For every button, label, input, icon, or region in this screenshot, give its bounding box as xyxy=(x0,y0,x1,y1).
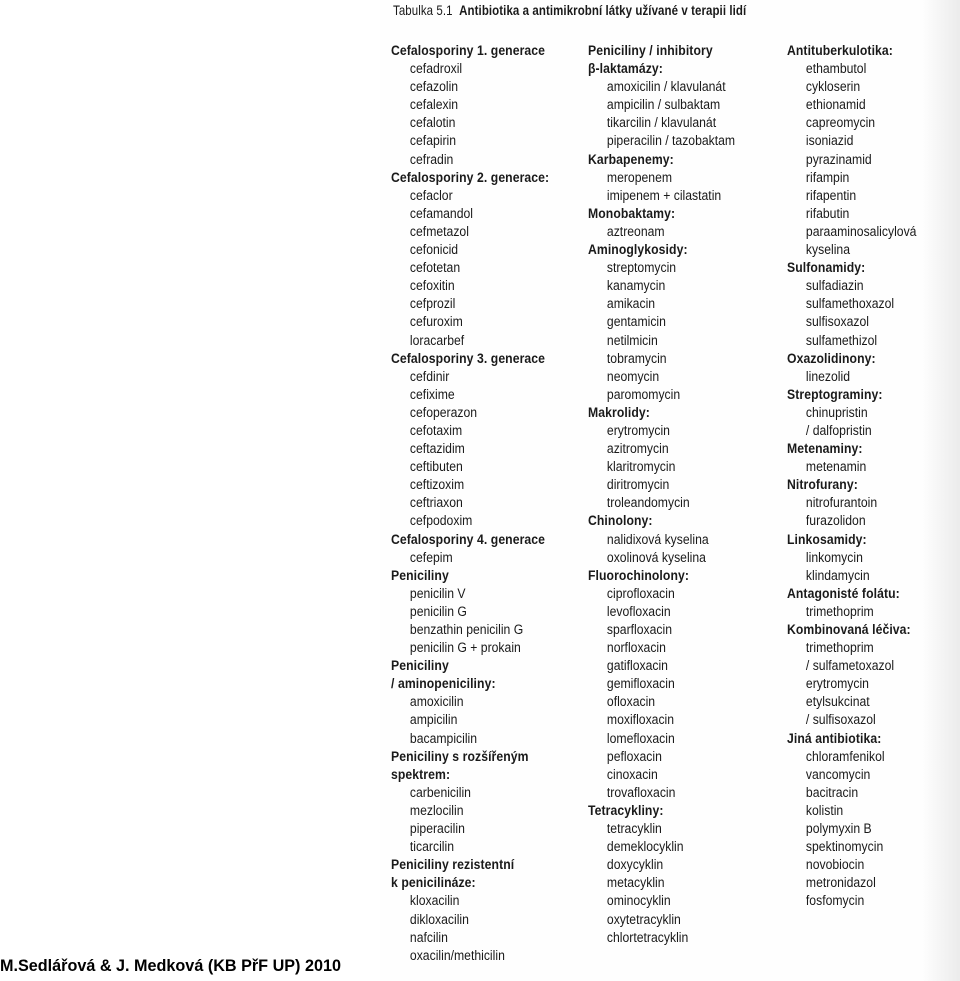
drug-name: cefazolin xyxy=(409,79,459,96)
drug-name: sulfamethizol xyxy=(805,332,878,349)
drug-name: trimethoprim xyxy=(805,640,874,657)
group-heading: Tetracykliny: xyxy=(588,802,664,819)
group-heading: Peniciliny s rozšířeným xyxy=(391,748,529,765)
drug-name: gemifloxacin xyxy=(606,676,675,693)
drug-name: chinupristin xyxy=(805,404,868,421)
drug-name: ceftazidim xyxy=(409,441,465,458)
drug-name: cefotetan xyxy=(409,260,461,277)
drug-name: etylsukcinat xyxy=(805,694,870,711)
group-heading: Streptograminy: xyxy=(787,386,883,403)
drug-name: netilmicin xyxy=(606,332,658,349)
drug-name: aztreonam xyxy=(606,223,665,240)
drug-name: cinoxacin xyxy=(606,766,658,783)
group-heading: Metenaminy: xyxy=(787,441,863,458)
group-heading: Antituberkulotika: xyxy=(787,43,893,59)
drug-name: cefamandol xyxy=(409,205,474,222)
group-heading: k penicilináze: xyxy=(391,875,476,892)
drug-name: diritromycin xyxy=(606,477,670,494)
drug-name: pyrazinamid xyxy=(805,151,872,168)
drug-name: gatifloxacin xyxy=(606,658,668,675)
drug-name: bacitracin xyxy=(805,784,859,801)
drug-name: nitrofurantoin xyxy=(805,495,878,512)
drug-name: kolistin xyxy=(805,802,844,819)
drug-name: penicilin V xyxy=(409,585,466,602)
drug-name: nalidixová kyselina xyxy=(606,531,709,548)
column-2 xyxy=(588,42,759,947)
drug-name: kyselina xyxy=(805,242,851,259)
drug-name: azitromycin xyxy=(606,441,669,458)
drug-name: loracarbef xyxy=(409,332,465,349)
drug-name: tobramycin xyxy=(606,350,667,367)
table-caption: Antibiotika a antimikrobní látky užívané v terapii lidí xyxy=(459,2,747,18)
group-heading: Peniciliny xyxy=(391,567,449,584)
group-heading: / aminopeniciliny: xyxy=(391,676,496,693)
drug-name: rifapentin xyxy=(805,187,857,204)
drug-name: paromomycin xyxy=(606,386,681,403)
author-credit: M.Sedlářová & J. Medková (KB PřF UP) 2010 xyxy=(0,957,341,975)
drug-name: chloramfenikol xyxy=(805,748,885,765)
group-heading: Jiná antibiotika: xyxy=(787,730,882,747)
group-heading: Chinolony: xyxy=(588,513,653,530)
drug-name: novobiocin xyxy=(805,857,865,874)
group-heading: β-laktamázy: xyxy=(588,61,663,78)
drug-name: cefdinir xyxy=(409,368,450,385)
drug-name: demeklocyklin xyxy=(606,839,684,856)
drug-name: / dalfopristin xyxy=(805,422,872,439)
drug-name: ofloxacin xyxy=(606,694,656,711)
group-heading: Antagonisté folátu: xyxy=(787,585,900,602)
drug-name: cefalotin xyxy=(409,115,456,132)
drug-name: linezolid xyxy=(805,368,851,385)
drug-name: / sulfisoxazol xyxy=(805,712,876,729)
drug-name: oxolinová kyselina xyxy=(606,549,706,566)
drug-name: norfloxacin xyxy=(606,640,666,657)
drug-name: levofloxacin xyxy=(606,603,671,620)
group-heading: Peniciliny rezistentní xyxy=(391,857,515,874)
drug-name: nafcilin xyxy=(409,929,448,946)
drug-name: cefprozil xyxy=(409,296,456,313)
drug-name: mezlocilin xyxy=(409,802,464,819)
drug-name: isoniazid xyxy=(805,133,854,150)
drug-name: polymyxin B xyxy=(805,821,872,838)
drug-name: sulfisoxazol xyxy=(805,314,869,331)
drug-name: trovafloxacin xyxy=(606,784,676,801)
drug-name: streptomycin xyxy=(606,260,677,277)
drug-name: ciprofloxacin xyxy=(606,585,675,602)
drug-name: cefpodoxim xyxy=(409,513,473,530)
drug-name: tikarcilin / klavulanát xyxy=(606,115,717,132)
drug-name: kloxacilin xyxy=(409,893,460,910)
drug-name: ampicilin xyxy=(409,712,458,729)
drug-name: amoxicilin xyxy=(409,694,464,711)
drug-name: rifabutin xyxy=(805,205,850,222)
drug-name: spektinomycin xyxy=(805,839,884,856)
drug-name: kanamycin xyxy=(606,278,666,295)
drug-name: cefapirin xyxy=(409,133,457,150)
drug-name: metenamin xyxy=(805,459,867,476)
drug-name: cefalexin xyxy=(409,97,459,114)
drug-name: dikloxacilin xyxy=(409,911,469,928)
column-1 xyxy=(391,42,575,965)
drug-name: pefloxacin xyxy=(606,748,662,765)
drug-name: troleandomycin xyxy=(606,495,690,512)
drug-name: penicilin G + prokain xyxy=(409,640,521,657)
drug-name: cefmetazol xyxy=(409,223,469,240)
drug-name: sulfadiazin xyxy=(805,278,864,295)
drug-name: cefadroxil xyxy=(409,61,463,78)
group-heading: Linkosamidy: xyxy=(787,531,867,548)
drug-name: moxifloxacin xyxy=(606,712,675,729)
group-heading: spektrem: xyxy=(391,766,451,783)
drug-name: piperacilin / tazobaktam xyxy=(606,133,736,150)
drug-name: cefaclor xyxy=(409,187,453,204)
drug-name: cefradin xyxy=(409,151,454,168)
drug-name: benzathin penicilin G xyxy=(409,622,524,638)
drug-name: fosfomycin xyxy=(805,893,865,910)
drug-name: cefoperazon xyxy=(409,404,478,421)
drug-name: neomycin xyxy=(606,368,660,385)
drug-name: oxacilin/methicilin xyxy=(409,947,505,964)
group-heading: Cefalosporiny 2. generace: xyxy=(391,169,550,186)
drug-name: cefixime xyxy=(409,386,455,403)
group-heading: Oxazolidinony: xyxy=(787,350,876,367)
group-heading: Cefalosporiny 3. generace xyxy=(391,350,546,367)
drug-name: ethambutol xyxy=(805,61,867,78)
drug-name: tetracyklin xyxy=(606,821,662,838)
drug-name: doxycyklin xyxy=(606,857,664,874)
drug-name: piperacilin xyxy=(409,821,465,838)
drug-name: lomefloxacin xyxy=(606,730,675,747)
drug-name: / sulfametoxazol xyxy=(805,658,895,675)
drug-name: vancomycin xyxy=(805,766,871,783)
drug-name: cefepim xyxy=(409,549,453,566)
drug-name: ceftriaxon xyxy=(409,495,463,512)
group-heading: Nitrofurany: xyxy=(787,477,858,494)
drug-name: ampicilin / sulbaktam xyxy=(606,97,721,114)
drug-name: ceftibuten xyxy=(409,459,463,476)
drug-name: cefuroxim xyxy=(409,314,463,331)
group-heading: Fluorochinolony: xyxy=(588,567,690,584)
table-title xyxy=(393,2,746,18)
group-heading: Aminoglykosidy: xyxy=(588,242,688,259)
drug-name: oxytetracyklin xyxy=(606,911,681,928)
column-3 xyxy=(787,42,938,911)
group-heading: Karbapenemy: xyxy=(588,151,674,168)
drug-name: ethionamid xyxy=(805,97,866,114)
drug-name: cykloserin xyxy=(805,79,861,96)
group-heading: Peniciliny xyxy=(391,658,449,675)
drug-name: linkomycin xyxy=(805,549,863,566)
drug-name: gentamicin xyxy=(606,314,666,331)
drug-name: furazolidon xyxy=(805,513,866,530)
drug-name: carbenicilin xyxy=(409,784,471,801)
drug-name: capreomycin xyxy=(805,115,876,132)
table-number: Tabulka 5.1 xyxy=(393,2,453,18)
group-heading: Cefalosporiny 1. generace xyxy=(391,43,546,59)
drug-name: klaritromycin xyxy=(606,459,676,476)
drug-name: ticarcilin xyxy=(409,839,454,856)
drug-name: cefotaxim xyxy=(409,422,463,439)
drug-name: amikacin xyxy=(606,296,656,313)
drug-name: cefoxitin xyxy=(409,278,455,295)
drug-name: chlortetracyklin xyxy=(606,929,689,946)
drug-name: amoxicilin / klavulanát xyxy=(606,79,726,96)
drug-name: paraaminosalicylová xyxy=(805,223,917,240)
drug-name: imipenem + cilastatin xyxy=(606,187,722,204)
drug-name: trimethoprim xyxy=(805,603,874,620)
drug-name: ceftizoxim xyxy=(409,477,465,494)
group-heading: Monobaktamy: xyxy=(588,205,676,222)
drug-name: klindamycin xyxy=(805,567,870,584)
drug-name: erytromycin xyxy=(606,422,670,439)
drug-name: erytromycin xyxy=(805,676,869,693)
group-heading: Peniciliny / inhibitory xyxy=(588,43,713,59)
drug-name: ominocyklin xyxy=(606,893,671,910)
drug-name: metronidazol xyxy=(805,875,876,892)
group-heading: Makrolidy: xyxy=(588,404,650,421)
drug-name: sparfloxacin xyxy=(606,622,673,638)
drug-name: cefonicid xyxy=(409,242,459,259)
group-heading: Cefalosporiny 4. generace xyxy=(391,531,546,548)
drug-name: penicilin G xyxy=(409,603,467,620)
drug-name: meropenem xyxy=(606,169,673,186)
drug-name: rifampin xyxy=(805,169,850,186)
group-heading: Kombinovaná léčiva: xyxy=(787,622,911,638)
drug-name: bacampicilin xyxy=(409,730,478,747)
drug-name: sulfamethoxazol xyxy=(805,296,895,313)
group-heading: Sulfonamidy: xyxy=(787,260,866,277)
drug-name: metacyklin xyxy=(606,875,665,892)
